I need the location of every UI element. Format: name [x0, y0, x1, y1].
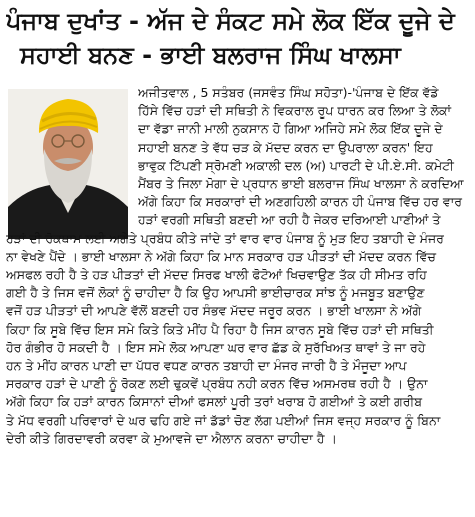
person-portrait-icon — [8, 89, 128, 239]
article-line: ਹੜਾਂ ਦੀ ਰੋਕਥਾਮ ਲਈ ਅਗੇਤੇ ਪ੍ਰਬੰਧ ਕੀਤੇ ਜਾਂਦੇ ਤਾਂ ਵਾਰ ਵਾਰ ਪੰਜਾਬ ਨੂੰ ਮੁੜ ਇਹ ਤਬਾਹੀ ਦੇ ਮੰਜਰ — [6, 231, 444, 246]
headline-line-1: ਪੰਜਾਬ ਦੁਖਾਂਤ - ਅੱਜ ਦੇ ਸੰਕਟ ਸਮੇ ਲੋਕ ਇੱਕ ਦੂਜੇ ਦੇ — [6, 7, 455, 35]
article-line: ਅੱਗੇ ਕਿਹਾ ਕਿ ਹੜਾਂ ਕਾਰਨ ਕਿਸਾਨਾਂ ਦੀਆਂ ਫਸਲਾਂ ਪੂਰੀ ਤਰਾਂ ਖਰਾਬ ਹੋ ਗਈਆਂ ਤੇ ਕਈ ਗਰੀਬ — [6, 394, 423, 409]
article-line: ਅਸਫਲ ਰਹੀ ਹੈ ਤੇ ਹੜ ਪੀੜਤਾਂ ਦੀ ਮੱਦਦ ਸਿਰਫ ਖਾਲੀ ਫੋਟੋਆਂ ਖਿਚਵਾਉਣ ਤੱਕ ਹੀ ਸੀਮਤ ਰਹਿ — [6, 267, 427, 282]
article-line: ਹਿੱਸੇ ਵਿੱਚ ਹੜਾਂ ਦੀ ਸਥਿਤੀ ਨੇ ਵਿਕਰਾਲ ਰੂਪ ਧਾਰਨ ਕਰ ਲਿਆ ਤੇ ਲੋਕਾਂ — [138, 103, 452, 118]
article-line: ਮੈਂਬਰ ਤੇ ਜਿਲਾ ਮੋਗਾ ਦੇ ਪ੍ਰਧਾਨ ਭਾਈ ਬਲਰਾਜ ਸਿੰਘ ਖਾਲਸਾ ਨੇ ਕਰਦਿਆ — [138, 176, 464, 191]
article-line: ਕਿਹਾ ਕਿ ਸੂਬੇ ਵਿੱਚ ਇਸ ਸਮੇ ਕਿਤੇ ਕਿਤੇ ਮੀਂਹ ਪੈ ਰਿਹਾ ਹੈ ਜਿਸ ਕਾਰਨ ਸੂਬੇ ਵਿੱਚ ਹੜਾਂ ਦੀ ਸਥਿਤੀ — [6, 322, 434, 337]
article-line: ਸਹਾਈ ਬਨਣ ਤੇ ਵੱਧ ਚੜ ਕੇ ਮੱਦਦ ਕਰਨ ਦਾ ਉਪਰਾਲਾ ਕਰਨ' ਇਹ — [138, 140, 433, 155]
article-line: ਦਾ ਵੱਡਾ ਜਾਨੀ ਮਾਲੀ ਨੁਕਸਾਨ ਹੋ ਗਿਆ ਅਜਿਹੇ ਸਮੇ ਲੋਕ ਇੱਕ ਦੂਜੇ ਦੇ — [138, 121, 443, 136]
headline — [6, 4, 471, 72]
article-line: ਅੱਗੇ ਕਿਹਾ ਕਿ ਸਰਕਾਰਾਂ ਦੀ ਅਣਗਹਿਲੀ ਕਾਰਨ ਹੀ ਪੰਜਾਬ ਵਿੱਚ ਹਰ ਵਾਰ — [138, 194, 463, 209]
article-line: ਤੇ ਮੱਧ ਵਰਗੀ ਪਰਿਵਾਰਾਂ ਦੇ ਘਰ ਢਹਿ ਗਏ ਜਾਂ ਡੱਡਾਂ ਚੋਣ ਲੱਗ ਪਈਆਂ ਜਿਸ ਵਜ੍ਹ ਸਰਕਾਰ ਨੂੰ ਬਿਨਾ — [6, 413, 441, 428]
article-line: ਦੇਰੀ ਕੀਤੇ ਗਿਰਦਾਵਰੀ ਕਰਵਾ ਕੇ ਮੁਆਵਜੇ ਦਾ ਐਲਾਨ ਕਰਨਾ ਚਾਹੀਦਾ ਹੈ । — [6, 431, 337, 446]
article-line: ਨਾ ਵੇਖਣੇ ਪੈਂਦੇ । ਭਾਈ ਖਾਲਸਾ ਨੇ ਅੱਗੇ ਕਿਹਾ ਕਿ ਮਾਨ ਸਰਕਾਰ ਹੜ ਪੀੜਤਾਂ ਦੀ ਮੱਦਦ ਕਰਨ ਵਿੱਚ — [6, 249, 436, 264]
portrait-photo — [8, 89, 128, 239]
article-line: ਹੋਰ ਗੰਭੀਰ ਹੋ ਸਕਦੀ ਹੈ । ਇਸ ਸਮੇ ਲੋਕ ਆਪਣਾ ਘਰ ਵਾਰ ਛੱਡ ਕੇ ਸੁਰੱਖਿਅਤ ਥਾਵਾਂ ਤੇ ਜਾ ਰਹੇ — [6, 340, 426, 355]
article-line: ਭਾਵੁਕ ਟਿੱਪਣੀ ਸ੍ਰੋਮਣੀ ਅਕਾਲੀ ਦਲ (ਅ) ਪਾਰਟੀ ਦੇ ਪੀ.ਏ.ਸੀ. ਕਮੇਟੀ — [138, 158, 454, 173]
article-line: ਹੜਾਂ ਵਰਗੀ ਸਥਿਤੀ ਬਣਦੀ ਆ ਰਹੀ ਹੈ ਜੇਕਰ ਦਰਿਆਈ ਪਾਣੀਆਂ ਤੇ — [138, 212, 441, 227]
article-line: ਅਜੀਤਵਾਲ , 5 ਸਤੰਬਰ (ਜਸਵੰਤ ਸਿੰਘ ਸਹੋਤਾ)-'ਪੰਜਾਬ ਦੇ ਇੱਕ ਵੱਡੇ — [138, 85, 439, 100]
article-line: ਗਈ ਹੈ ਤੇ ਜਿਸ ਵਜੋਂ ਲੋਕਾਂ ਨੂੰ ਚਾਹੀਦਾ ਹੈ ਕਿ ਉਹ ਆਪਸੀ ਭਾਈਚਾਰਕ ਸਾਂਝ ਨੂੰ ਮਜਬੂਤ ਬਣਾਉਣ — [6, 285, 425, 300]
headline-line-2: ਸਹਾਈ ਬਨਣ - ਭਾਈ ਬਲਰਾਜ ਸਿੰਘ ਖਾਲਸਾ — [20, 41, 401, 69]
article-line: ਹਨ ਤੇ ਮੀਂਹ ਕਾਰਨ ਪਾਣੀ ਦਾ ਪੱਧਰ ਵਧਣ ਕਾਰਨ ਤਬਾਹੀ ਦਾ ਮੰਜਰ ਜਾਰੀ ਹੈ ਤੇ ਮੌਜੂਦਾ ਆਪ — [6, 358, 407, 373]
article-line: ਵਜੋਂ ਹੜ ਪੀੜਤਾਂ ਦੀ ਆਪਣੇ ਵੱਲੋਂ ਬਣਦੀ ਹਰ ਸੰਭਵ ਮੱਦਦ ਜਰੂਰ ਕਰਨ । ਭਾਈ ਖਾਲਸਾ ਨੇ ਅੱਗੇ — [6, 303, 422, 318]
article-line: ਸਰਕਾਰ ਹੜਾਂ ਦੇ ਪਾਣੀ ਨੂੰ ਰੋਕਣ ਲਈ ਢੁਕਵੇਂ ਪ੍ਰਬੰਧ ਨਹੀ ਕਰਨ ਵਿੱਚ ਅਸਮਰਥ ਰਹੀ ਹੈ । ਉਨਾ — [6, 376, 428, 391]
